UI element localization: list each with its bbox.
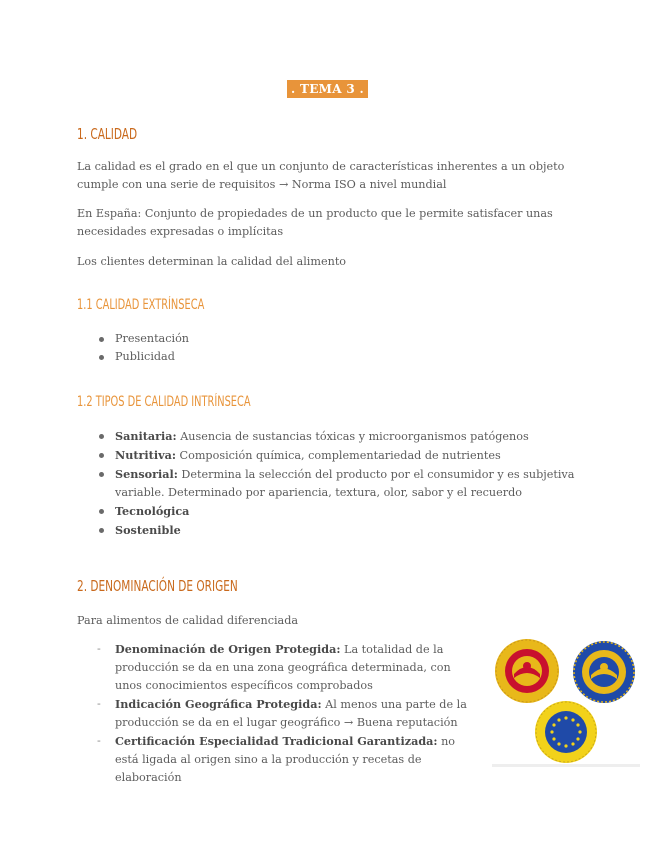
heading-denominacion: 2. DENOMINACIÓN DE ORIGEN [77,577,238,595]
list-item [77,465,577,502]
item-text: Al menos una parte de la producción se da en el lugar geográfico → Buena reputación [115,698,467,729]
etg-seal-icon [534,700,598,764]
tema-badge: . TEMA 3 . [287,80,368,98]
igp-seal-icon [572,640,636,704]
list-intrinseca [77,427,577,540]
heading-extrinseca: 1.1 CALIDAD EXTRÍNSECA [77,297,205,313]
item-term: Sanitaria: [115,429,177,443]
list-item [77,695,477,732]
list-item: Publicidad [77,348,577,366]
heading-intrinseca: 1.2 TIPOS DE CALIDAD INTRÍNSECA [77,394,251,410]
list-item [77,446,577,465]
item-text: Determina la selección del producto por el consumidor y es subjetiva variable. Determinado por apariencia, textura, olor, sabor y el recuerdo [115,468,575,499]
list-extrinseca [77,330,577,366]
paragraph-definicion: La calidad es el grado en el que un conjunto de características inherentes a un objeto cumple con una serie de requisitos → Norma ISO a nivel mundial [77,160,565,191]
item-term: Sostenible [115,523,181,537]
heading-calidad: 1. CALIDAD [77,125,138,143]
list-item [77,732,477,787]
item-term: Sensorial: [115,467,178,481]
paragraph-clientes: Los clientes determinan la calidad del alimento [77,255,347,268]
item-term: Indicación Geográfica Protegida: [115,697,322,711]
item-text: Ausencia de sustancias tóxicas y microorganismos patógenos [176,430,529,443]
item-text: Composición química, complementariedad de nutrientes [175,449,501,462]
item-term: Denominación de Origen Protegida: [115,642,341,656]
list-item [77,502,577,521]
list-item [77,427,577,446]
paragraph-espana: En España: Conjunto de propiedades de un producto que le permite satisfacer unas necesidades expresadas o implícitas [77,207,553,238]
item-term: Nutritiva: [115,448,176,462]
list-origen [77,640,477,787]
list-item [77,640,477,695]
seals-divider [492,764,640,767]
item-text: no está ligada al origen sino a la producción y recetas de elaboración [115,735,456,784]
list-item: Presentación [77,330,577,348]
list-item [77,521,577,540]
quality-seals [492,638,642,768]
item-text: La totalidad de la producción se da en una zona geográfica determinada, con unos conocimientos específicos comprobados [115,643,451,692]
tema-header [0,78,655,98]
item-term: Tecnológica [115,504,190,518]
paragraph-intro-origen: Para alimentos de calidad diferenciada [77,614,299,627]
dop-seal-icon [494,638,560,704]
item-term: Certificación Especialidad Tradicional Garantizada: [115,734,438,748]
